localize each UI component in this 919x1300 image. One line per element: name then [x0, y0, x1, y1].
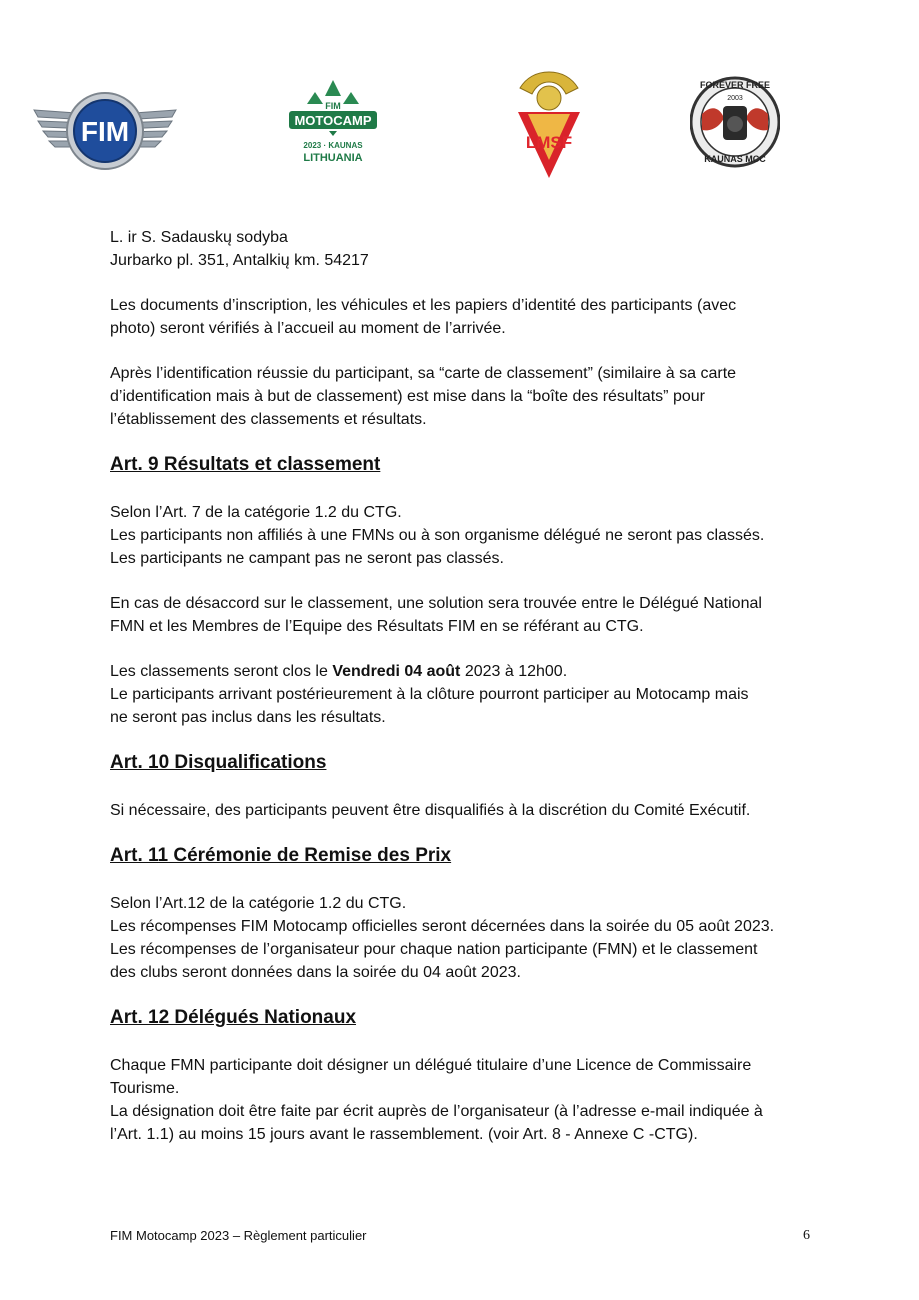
section-heading-art10: Art. 10 Disqualifications: [110, 752, 327, 773]
paragraph-line: Si nécessaire, des participants peuvent être disqualifiés à la discrétion du Comité Exécutif.: [110, 802, 751, 819]
paragraph-line: Les récompenses de l’organisateur pour chaque nation participante (FMN) et le classement: [110, 941, 758, 958]
document-body: [110, 226, 810, 1146]
paragraph-line: Les récompenses FIM Motocamp officielles seront décernées dans la soirée du 05 août 2023.: [110, 918, 775, 935]
paragraph-line: Les participants non affiliés à une FMNs ou à son organisme délégué ne seront pas classés.: [110, 527, 765, 544]
closing-date-line: [110, 660, 810, 683]
fim-logo: [30, 90, 180, 172]
club-year-text: 2003: [727, 95, 743, 102]
lmsf-logo: [514, 68, 584, 180]
motocamp-logo: [285, 78, 381, 166]
paragraph-line: Après l’identification réussie du participant, sa “carte de classement” (similaire à sa carte: [110, 365, 737, 382]
motocamp-name-text: MOTOCAMP: [294, 113, 372, 128]
motocamp-year-text: 2023 · KAUNAS: [303, 141, 363, 150]
closing-date-post: 2023 à 12h00.: [460, 663, 568, 680]
paragraph-line: Selon l’Art.12 de la catégorie 1.2 du CTG.: [110, 895, 407, 912]
paragraph-line: Selon l’Art. 7 de la catégorie 1.2 du CTG.: [110, 504, 402, 521]
section-heading-art9: Art. 9 Résultats et classement: [110, 454, 381, 475]
page-footer: [110, 1228, 810, 1243]
paragraph-line: l’établissement des classements et résultats.: [110, 411, 427, 428]
paragraph-line: Tourisme.: [110, 1080, 180, 1097]
paragraph-line: photo) seront vérifiés à l’accueil au moment de l’arrivée.: [110, 320, 506, 337]
section-heading-art12: Art. 12 Délégués Nationaux: [110, 1007, 357, 1028]
fim-logo-text: FIM: [80, 116, 130, 147]
paragraph-line: ne seront pas inclus dans les résultats.: [110, 709, 386, 726]
footer-title: FIM Motocamp 2023 – Règlement particulier: [110, 1228, 367, 1243]
address-line: L. ir S. Sadauskų sodyba: [110, 229, 288, 246]
club-bottom-text: KAUNAS MCC: [704, 154, 766, 164]
paragraph-line: Le participants arrivant postérieurement à la clôture pourront participer au Motocamp mais: [110, 686, 749, 703]
paragraph-line: Chaque FMN participante doit désigner un délégué titulaire d’une Licence de Commissaire: [110, 1057, 752, 1074]
motocamp-fim-text: FIM: [325, 101, 341, 111]
paragraph-line: l’Art. 1.1) au moins 15 jours avant le rassemblement. (voir Art. 8 - Annexe C -CTG).: [110, 1126, 698, 1143]
closing-date-day: Vendredi 04 août: [332, 663, 461, 680]
paragraph-line: FMN et les Membres de l’Equipe des Résultats FIM en se référant au CTG.: [110, 618, 644, 635]
page-number: 6: [803, 1228, 810, 1243]
paragraph-line: La désignation doit être faite par écrit auprès de l’organisateur (à l’adresse e-mail indiquée à: [110, 1103, 763, 1120]
paragraph-line: Les participants ne campant pas ne seront pas classés.: [110, 550, 504, 567]
paragraph-line: Les documents d’inscription, les véhicules et les papiers d’identité des participants (avec: [110, 297, 737, 314]
logo-bar: [0, 60, 919, 190]
club-logo: [690, 74, 780, 170]
club-top-text: FOREVER FREE: [699, 80, 771, 90]
closing-date-pre: Les classements seront clos le: [110, 663, 333, 680]
section-heading-art11: Art. 11 Cérémonie de Remise des Prix: [110, 845, 452, 866]
paragraph-line: En cas de désaccord sur le classement, une solution sera trouvée entre le Délégué National: [110, 595, 762, 612]
motocamp-country-text: LITHUANIA: [303, 152, 363, 164]
address-line: Jurbarko pl. 351, Antalkių km. 54217: [110, 252, 369, 269]
paragraph-line: d’identification mais à but de classement) est mise dans la “boîte des résultats” pour: [110, 388, 705, 405]
lmsf-text: LMSF: [525, 133, 573, 152]
paragraph-line: des clubs seront données dans la soirée du 04 août 2023.: [110, 964, 521, 981]
